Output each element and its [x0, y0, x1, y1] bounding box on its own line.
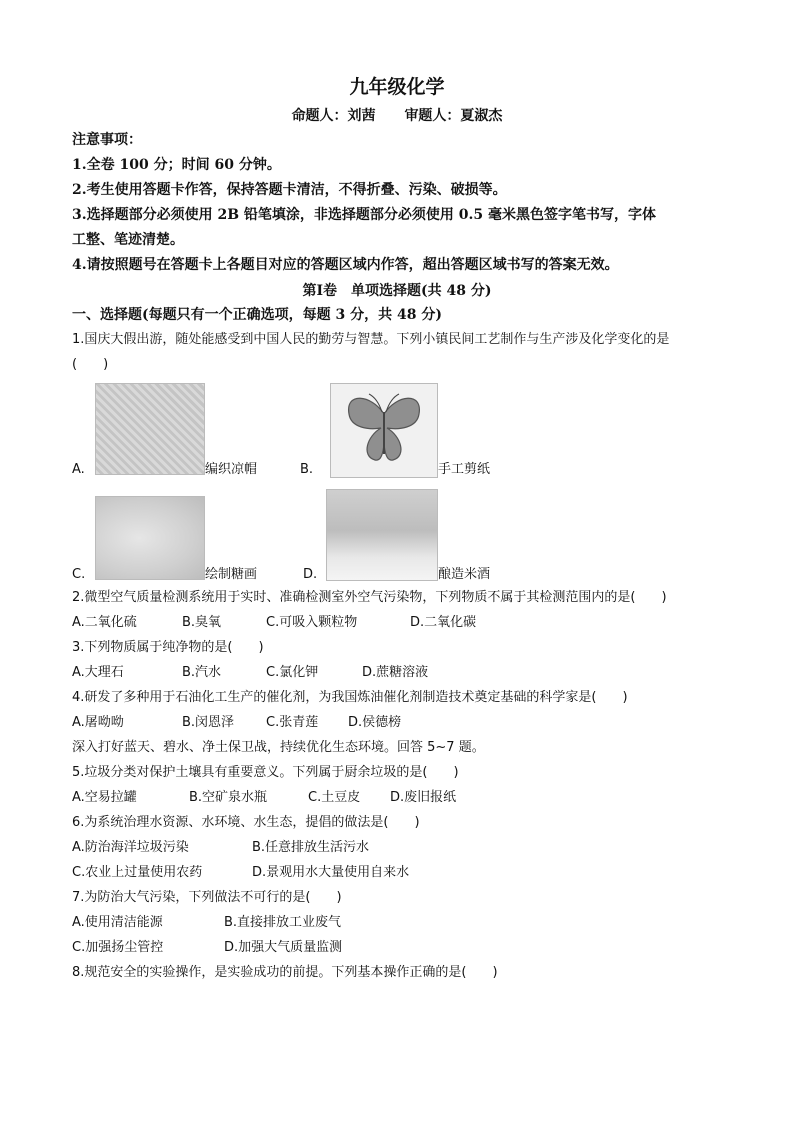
q3-option-c: C.氯化钾	[266, 665, 319, 680]
q1-option-b-letter: B.	[300, 462, 314, 477]
exam-title: 九年级化学	[349, 76, 445, 98]
q2-option-c: C.可吸入颗粒物	[266, 615, 358, 630]
notes-heading: 注意事项：	[72, 132, 142, 148]
question-8-stem: 8.规范安全的实验操作，是实验成功的前提。下列基本操作正确的是( )	[72, 965, 498, 980]
sugar-painting-image	[95, 496, 205, 580]
q7-option-c: C.加强扬尘管控	[72, 940, 164, 955]
q6-option-a: A.防治海洋垃圾污染	[72, 840, 189, 855]
q6-option-b: B.任意排放生活污水	[252, 840, 370, 855]
q1-option-c-text: 绘制糖画	[205, 567, 258, 582]
q2-option-a: A.二氧化硫	[72, 615, 137, 630]
q3-option-b: B.汽水	[182, 665, 222, 680]
q3-option-a: A.大理石	[72, 665, 124, 680]
note-item: 工整、笔迹清楚。	[72, 232, 184, 248]
shared-intro: 深入打好蓝天、碧水、净土保卫战，持续优化生态环境。回答 5~7 题。	[72, 740, 485, 755]
question-7-stem: 7.为防治大气污染，下列做法不可行的是( )	[72, 890, 342, 905]
q7-option-b: B.直接排放工业废气	[224, 915, 342, 930]
reviewer: 审题人：夏淑杰	[404, 108, 503, 124]
q2-option-b: B.臭氧	[182, 615, 222, 630]
q1-option-a-text: 编织凉帽	[205, 462, 258, 477]
question-1-stem: 1.国庆大假出游，随处能感受到中国人民的勤劳与智慧。下列小镇民间工艺制作与生产涉及化学变化的是	[72, 332, 670, 347]
q1-option-b-text: 手工剪纸	[438, 462, 491, 477]
q6-option-c: C.农业上过量使用农药	[72, 865, 203, 880]
author: 命题人：刘茜	[291, 108, 376, 124]
question-3-stem: 3.下列物质属于纯净物的是( )	[72, 640, 264, 655]
q6-option-d: D.景观用水大量使用自来水	[252, 865, 410, 880]
q1-option-d-text: 酿造米酒	[438, 567, 491, 582]
question-2-stem: 2.微型空气质量检测系统用于实时、准确检测室外空气污染物，下列物质不属于其检测范围内的是( )	[72, 590, 667, 605]
woven-hat-image	[95, 383, 205, 475]
note-item: 3.选择题部分必须使用 2B 铅笔填涂，非选择题部分必须使用 0.5 毫米黑色签字笔书写，字体	[72, 207, 657, 223]
q5-option-d: D.废旧报纸	[390, 790, 457, 805]
question-6-stem: 6.为系统治理水资源、水环境、水生态，提倡的做法是( )	[72, 815, 420, 830]
author-line	[0, 105, 794, 125]
q5-option-a: A.空易拉罐	[72, 790, 137, 805]
q1-option-c-letter: C.	[72, 567, 86, 582]
paper-cut-butterfly-image	[330, 383, 438, 478]
part-heading: 一、选择题(每题只有一个正确选项，每题 3 分，共 48 分)	[72, 307, 442, 323]
note-item: 2.考生使用答题卡作答，保持答题卡清洁，不得折叠、污染、破损等。	[72, 182, 507, 198]
q4-option-c: C.张青莲	[266, 715, 319, 730]
q1-option-d-letter: D.	[303, 567, 318, 582]
butterfly-icon	[331, 384, 437, 477]
question-5-stem: 5.垃圾分类对保护土壤具有重要意义。下列属于厨余垃圾的是( )	[72, 765, 459, 780]
q4-option-a: A.屠呦呦	[72, 715, 124, 730]
q3-option-d: D.蔗糖溶液	[362, 665, 429, 680]
section-title: 第Ⅰ卷 单项选择题(共 48 分)	[302, 283, 492, 299]
q7-option-a: A.使用清洁能源	[72, 915, 163, 930]
q5-option-c: C.土豆皮	[308, 790, 361, 805]
note-item: 1.全卷 100 分；时间 60 分钟。	[72, 157, 281, 173]
question-4-stem: 4.研发了多种用于石油化工生产的催化剂，为我国炼油催化剂制造技术奠定基础的科学家是( )	[72, 690, 628, 705]
q4-option-d: D.侯德榜	[348, 715, 402, 730]
rice-wine-image	[326, 489, 438, 581]
q7-option-d: D.加强大气质量监测	[224, 940, 343, 955]
q4-option-b: B.闵恩泽	[182, 715, 235, 730]
question-1-blank: ( )	[72, 357, 109, 372]
q1-option-a-letter: A.	[72, 462, 85, 477]
q5-option-b: B.空矿泉水瓶	[189, 790, 268, 805]
q2-option-d: D.二氧化碳	[410, 615, 477, 630]
note-item: 4.请按照题号在答题卡上各题目对应的答题区域内作答，超出答题区域书写的答案无效。	[72, 257, 619, 273]
